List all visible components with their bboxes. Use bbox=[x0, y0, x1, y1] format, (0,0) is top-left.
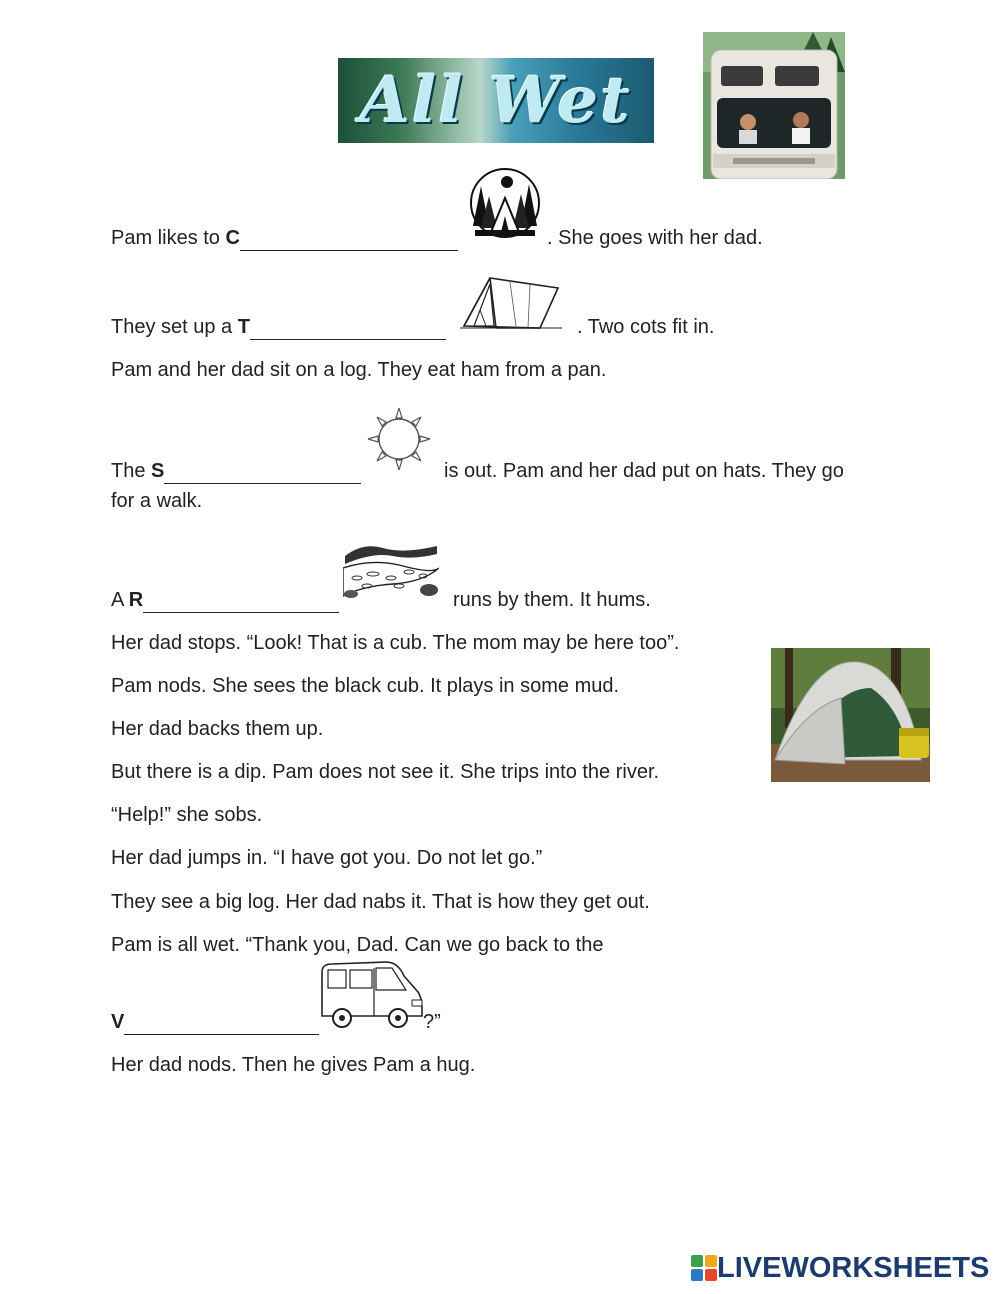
sentence-10: “Help!” she sobs. bbox=[111, 804, 263, 826]
tent-photo bbox=[771, 648, 930, 782]
sentence-1: Pam likes to C bbox=[111, 226, 458, 251]
page-title: All Wet bbox=[360, 63, 632, 138]
sentence-15: Her dad nods. Then he gives Pam a hug. bbox=[111, 1054, 476, 1076]
hint-letter-c: C bbox=[225, 227, 240, 249]
sentence-6: Her dad stops. “Look! That is a cub. The mom may be here too”. bbox=[111, 632, 680, 654]
sun-icon bbox=[366, 406, 432, 472]
answer-input-river[interactable] bbox=[143, 590, 339, 613]
sentence-13: Pam is all wet. “Thank you, Dad. Can we go back to the bbox=[111, 934, 604, 956]
sentence-2-end: . Two cots fit in. bbox=[577, 316, 715, 338]
sentence-5-end: runs by them. It hums. bbox=[453, 589, 651, 611]
sentence-12: They see a big log. Her dad nabs it. That is how they get out. bbox=[111, 891, 650, 913]
tent-icon bbox=[460, 270, 562, 330]
title-banner bbox=[338, 58, 654, 143]
sentence-1-end: . She goes with her dad. bbox=[547, 227, 763, 249]
river-icon bbox=[343, 538, 439, 600]
camper-photo bbox=[703, 32, 845, 179]
van-icon bbox=[318, 958, 424, 1030]
hint-letter-s: S bbox=[151, 460, 165, 482]
liveworksheets-logo[interactable] bbox=[691, 1253, 989, 1283]
sentence-7: Pam nods. She sees the black cub. It plays in some mud. bbox=[111, 675, 620, 697]
sentence-14 bbox=[111, 1010, 319, 1035]
sentence-14-end: ?” bbox=[423, 1011, 441, 1033]
sentence-5: A R bbox=[111, 588, 339, 613]
sentence-9: But there is a dip. Pam does not see it. She trips into the river. bbox=[111, 761, 660, 783]
sentence-2: They set up a T bbox=[111, 315, 446, 340]
camp-icon bbox=[467, 166, 543, 241]
hint-letter-v: V bbox=[111, 1011, 125, 1033]
sentence-8: Her dad backs them up. bbox=[111, 718, 324, 740]
answer-input-van[interactable] bbox=[124, 1012, 319, 1035]
answer-input-sun[interactable] bbox=[164, 461, 361, 484]
sentence-4: The S bbox=[111, 459, 361, 484]
sentence-4-cont: for a walk. bbox=[111, 490, 203, 512]
logo-text: LIVEWORKSHEETS bbox=[717, 1251, 990, 1284]
answer-input-tent[interactable] bbox=[250, 317, 446, 340]
hint-letter-r: R bbox=[128, 589, 144, 611]
sentence-4-end: is out. Pam and her dad put on hats. They go bbox=[444, 460, 844, 482]
liveworksheets-logo-icon bbox=[691, 1255, 717, 1281]
hint-letter-t: T bbox=[237, 316, 250, 338]
sentence-11: Her dad jumps in. “I have got you. Do not let go.” bbox=[111, 847, 543, 869]
answer-input-camp[interactable] bbox=[240, 228, 458, 251]
sentence-3: Pam and her dad sit on a log. They eat ham from a pan. bbox=[111, 359, 607, 381]
